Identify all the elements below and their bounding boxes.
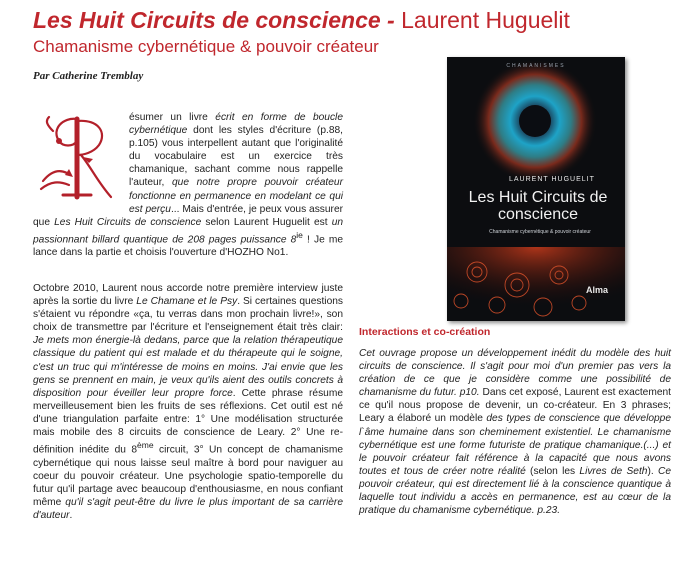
article-title [33,6,570,34]
book-cover [447,57,625,321]
book-author: Laurent Huguelit [394,7,570,33]
cover-series: CHAMANISMES [506,63,566,69]
article-subtitle: Chamanisme cybernétique & pouvoir créateur [33,37,379,56]
section-title: Interactions et co-création [359,326,491,338]
book-title: Les Huit Circuits de conscience - [33,7,395,33]
dropcap-r-ornament [33,111,123,203]
cover-subtitle: Chamanisme cybernétique & pouvoir créateur [489,229,591,235]
cover-author: LAURENT HUGUELIT [509,176,595,183]
intro-paragraph: ésumer un livre écrit en forme de boucle cybernétique dont les styles d'écriture (p.88, p.105) vous interpellent autant que l'originalité du vocabulaire est un exercice très chamanique, sachant comme nous rappelle l'auteur, que notre propre pouvoir créateur fonctionne en permanence en modelant ce qui est perçu... Mais d'entrée, je peux vous assurer que Les Huit Circuits de conscience selon Laurent Huguelit est un passionnant billard quantique de 208 pages puissance $8^{ie}$ ! Je me lance dans la partie et choisis l'ouverture d'HOZHO No1. [33,112,344,259]
cover-title: Les Huit Circuits de conscience [468,189,608,223]
publisher-logo: Alma [586,285,609,295]
interview-paragraph: Octobre 2010, Laurent nous accorde notre première interview juste après la sortie du livre Le Chamane et le Psy. Si certaines questions s'étaient vu répondre «ça, tu verras dans mon prochain livre!», son choix de transmettre par l'écriture et l'enseignement était très clair: Je mets mon énergie-là dedans, parce que la relation thérapeutique classique du patient qui est malade et du thérapeute qui le soigne, c'est un truc qui m'intéresse de moins en moins. J'ai envie que les gens se prennent en main, je veux qu'ils aient des outils concrets à disposition pour éveiller leur propre force. Cette phrase résume merveilleusement bien les fruits de ses réflexions. Cet outil est né d'une triangulation parfaite entre: 1° Une modélisation structurée mais mobile des 8 circuits de conscience de Leary. 2° Une re-définition inédite du 8ème circuit, 3° Un concept de chamanisme cybernétique qui nous laisse seul maître à bord pour naviguer au coeur du pouvoir créateur. Une psychologie spatio-temporelle du futur qu'il partage avec beaucoup d'enthousiasme, en nous confiant même qu'il s'agit peut-être du livre le plus important de sa carrière d'auteur. [33,283,343,521]
byline: Par Catherine Tremblay [33,70,144,82]
section-paragraph: Cet ouvrage propose un développement inédit du modèle des huit circuits de conscience. Il s'agit pour moi d'un premier pas vers la création de ce que je considère comme une possibilité de chamanisme du futur. p10. Dans cet exposé, Laurent est exactement ce qu'il nous propose de devenir, un co-créateur. En 3 phrases; Leary a élaboré un modèle des types de conscience que développe l`âme humaine dans son cheminement existentiel. Le chamanisme cybernétique est une forme futuriste de pratique chamanique.(...) et le pouvoir créateur fait référence à la capacité que nous avons toutes et tous de créer notre réalité (selon les Livres de Seth). Ce pouvoir créateur, qui est directement lié à la conscience quantique à laquelle tout individu a accès en permanence, est au cœur de la pratique du chamanisme cybernétique. p.23. [359,348,671,517]
